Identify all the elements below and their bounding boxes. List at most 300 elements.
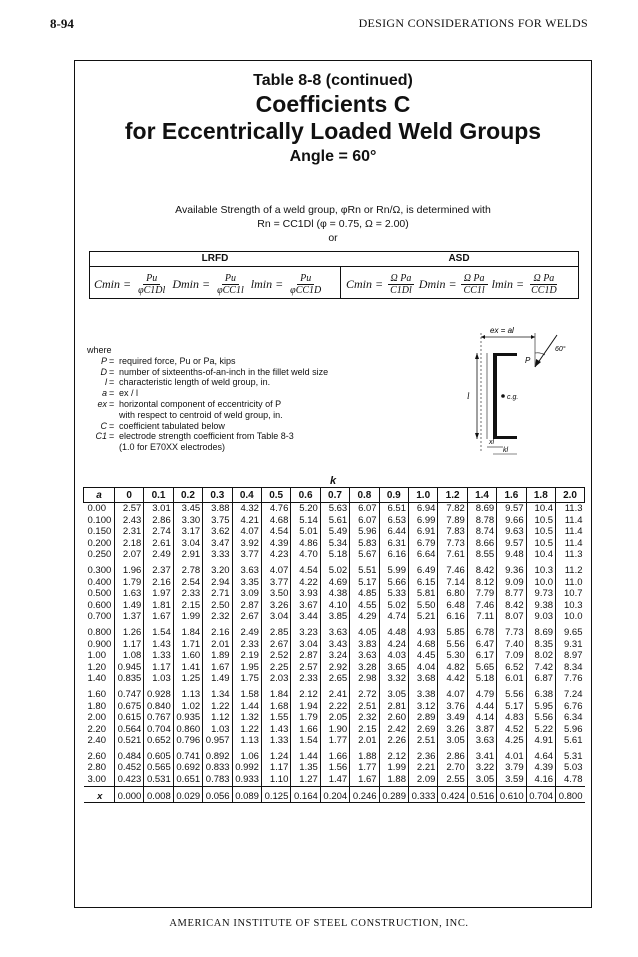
- table-row: [84, 503, 585, 515]
- definition-symbol: l: [105, 377, 107, 388]
- coefficient-cell: 0.928: [144, 685, 173, 701]
- table-row: [84, 712, 585, 724]
- coefficient-cell: 0.704: [144, 724, 173, 736]
- coefficient-cell: 11.2: [556, 561, 585, 577]
- coefficient-cell: 2.15: [350, 724, 379, 736]
- k-column-header: 1.8: [526, 488, 555, 503]
- coefficient-cell: 6.31: [379, 538, 408, 550]
- coefficient-cell: 8.42: [497, 600, 526, 612]
- coefficient-cell: 8.78: [467, 515, 496, 527]
- coefficient-cell: 3.45: [173, 503, 202, 515]
- coefficient-cell: 1.10: [261, 774, 290, 786]
- coefficient-cell: 6.01: [497, 673, 526, 685]
- coefficient-cell: 4.01: [497, 747, 526, 763]
- definition-equals: =: [109, 366, 115, 377]
- coefficient-cell: 2.55: [438, 774, 467, 786]
- coefficient-cell: 1.84: [261, 685, 290, 701]
- angle-figure-label: 60°: [555, 346, 566, 353]
- coefficient-cell: 4.04: [409, 662, 438, 674]
- coefficient-cell: 0.564: [114, 724, 143, 736]
- coefficient-cell: 0.860: [173, 724, 202, 736]
- coefficient-cell: 0.651: [173, 774, 202, 786]
- coefficient-cell: 0.835: [114, 673, 143, 685]
- coefficient-cell: 3.12: [409, 701, 438, 713]
- coefficient-cell: 1.03: [144, 673, 173, 685]
- coefficient-cell: 6.47: [467, 639, 496, 651]
- k-column-header: 0: [114, 488, 143, 503]
- table-row: [84, 673, 585, 685]
- definition-equals: [109, 442, 119, 453]
- coefficient-cell: 4.85: [350, 588, 379, 600]
- x-value-cell: 0.289: [379, 786, 408, 803]
- coefficient-cell: 7.14: [438, 577, 467, 589]
- x-value-cell: 0.204: [320, 786, 349, 803]
- coefficient-cell: 5.96: [556, 724, 585, 736]
- coefficient-cell: 5.61: [556, 735, 585, 747]
- coefficient-cell: 3.35: [232, 577, 261, 589]
- table-row: [84, 561, 585, 577]
- coefficient-cell: 10.5: [526, 515, 555, 527]
- asd-formula-numerator: Ω Pa: [461, 273, 488, 285]
- coefficient-cell: 0.767: [144, 712, 173, 724]
- lrfd-formula-numerator: Pu: [297, 273, 314, 285]
- coefficient-cell: 5.17: [350, 577, 379, 589]
- coefficient-cell: 4.83: [497, 712, 526, 724]
- coefficient-cell: 1.84: [173, 623, 202, 639]
- coefficient-cell: 7.76: [556, 673, 585, 685]
- coefficient-cell: 1.54: [291, 735, 320, 747]
- x-value-cell: 0.333: [409, 786, 438, 803]
- coefficient-cell: 9.48: [497, 549, 526, 561]
- table-row: [84, 611, 585, 623]
- coefficient-cell: 3.49: [438, 712, 467, 724]
- coefficient-cell: 11.3: [556, 503, 585, 515]
- formula-box: [89, 251, 579, 299]
- a-value-cell: 3.00: [87, 774, 106, 786]
- coefficient-cell: 9.57: [497, 503, 526, 515]
- asd-formula-fraction: [387, 273, 415, 296]
- coefficient-cell: 1.66: [320, 747, 349, 763]
- coefficient-cell: 1.81: [144, 600, 173, 612]
- coefficient-cell: 2.67: [232, 611, 261, 623]
- coefficient-cell: 1.67: [350, 774, 379, 786]
- coefficient-cell: 1.90: [320, 724, 349, 736]
- coefficient-cell: 2.12: [379, 747, 408, 763]
- coefficient-cell: 2.09: [409, 774, 438, 786]
- coefficient-cell: 2.15: [173, 600, 202, 612]
- coefficient-cell: 4.91: [526, 735, 555, 747]
- coefficient-cell: 1.99: [379, 762, 408, 774]
- coefficient-cell: 1.34: [203, 685, 232, 701]
- coefficient-cell: 6.44: [379, 526, 408, 538]
- coefficient-cell: 3.20: [203, 561, 232, 577]
- coefficient-cell: 6.17: [467, 650, 496, 662]
- coefficient-cell: 7.46: [438, 561, 467, 577]
- coefficient-cell: 7.09: [497, 650, 526, 662]
- coefficient-cell: 5.21: [409, 611, 438, 623]
- coefficient-cell: 2.16: [203, 623, 232, 639]
- a-value-cell: 1.00: [87, 650, 106, 662]
- coefficient-cell: 1.88: [379, 774, 408, 786]
- k-column-header: 1.6: [497, 488, 526, 503]
- coefficient-cell: 0.615: [114, 712, 143, 724]
- table-header-row: [84, 488, 585, 503]
- coefficient-cell: 5.34: [320, 538, 349, 550]
- table-row: [84, 747, 585, 763]
- coefficient-cell: 2.49: [144, 549, 173, 561]
- coefficient-cell: 8.69: [526, 623, 555, 639]
- coefficient-cell: 1.56: [320, 762, 349, 774]
- angle-label: Angle = 60°: [289, 148, 377, 165]
- coefficient-cell: 7.73: [438, 538, 467, 550]
- k-column-header: 0.4: [232, 488, 261, 503]
- definition-text: required force, Pu or Pa, kips: [119, 355, 236, 366]
- coefficient-cell: 5.18: [467, 673, 496, 685]
- coefficient-cell: 6.91: [409, 526, 438, 538]
- coefficient-cell: 2.72: [350, 685, 379, 701]
- footer: AMERICAN INSTITUTE OF STEEL CONSTRUCTION, INC.: [169, 918, 469, 929]
- coefficient-cell: 2.32: [203, 611, 232, 623]
- coefficient-cell: 3.50: [261, 588, 290, 600]
- coefficient-cell: 1.58: [232, 685, 261, 701]
- coefficient-cell: 1.22: [203, 701, 232, 713]
- coefficient-cell: 1.79: [291, 712, 320, 724]
- coefficient-cell: 3.85: [320, 611, 349, 623]
- coefficient-cell: 4.93: [409, 623, 438, 639]
- coefficient-cell: 3.63: [232, 561, 261, 577]
- definition-equals: =: [109, 398, 115, 409]
- coefficient-cell: 1.49: [114, 600, 143, 612]
- weld-top-flange-icon: [493, 353, 517, 356]
- coefficient-cell: 10.5: [526, 538, 555, 550]
- k-column-header: 1.0: [409, 488, 438, 503]
- coefficient-cell: 5.66: [379, 577, 408, 589]
- coefficient-cell: 0.892: [203, 747, 232, 763]
- coefficient-cell: 1.44: [232, 701, 261, 713]
- coefficient-cell: 3.77: [232, 549, 261, 561]
- a-value-cell: 2.40: [87, 735, 106, 747]
- where-label: where: [87, 345, 112, 355]
- table-row: [84, 774, 585, 786]
- coefficient-cell: 3.05: [467, 774, 496, 786]
- definition-text: coefficient tabulated below: [119, 420, 225, 431]
- coefficient-cell: 4.52: [497, 724, 526, 736]
- table-title: Coefficients C: [255, 91, 411, 117]
- x-value-cell: 0.424: [438, 786, 467, 803]
- a-value-cell: 0.500: [87, 588, 112, 600]
- definition-symbol: [87, 410, 109, 421]
- coefficient-cell: 2.33: [232, 639, 261, 651]
- definition-equals: =: [109, 420, 115, 431]
- coefficient-cell: 5.31: [556, 747, 585, 763]
- coefficient-cell: 6.49: [409, 561, 438, 577]
- coefficient-cell: 3.59: [497, 774, 526, 786]
- coefficient-cell: 11.0: [556, 577, 585, 589]
- coefficient-cell: 1.33: [144, 650, 173, 662]
- coefficient-cell: 5.50: [409, 600, 438, 612]
- coefficient-cell: 9.66: [497, 515, 526, 527]
- a-value-cell: 0.700: [87, 611, 112, 623]
- coefficient-cell: 1.17: [261, 762, 290, 774]
- coefficient-cell: 2.05: [320, 712, 349, 724]
- table-row: [84, 515, 585, 527]
- coefficient-cell: 5.02: [379, 600, 408, 612]
- x-value-cell: 0.516: [467, 786, 496, 803]
- table-subtitle: for Eccentrically Loaded Weld Groups: [124, 118, 542, 144]
- weld-group-figure: [395, 323, 575, 458]
- coefficient-cell: 4.21: [232, 515, 261, 527]
- coefficient-cell: 5.99: [379, 561, 408, 577]
- coefficient-cell: 4.68: [409, 639, 438, 651]
- coefficient-cell: 4.39: [261, 538, 290, 550]
- a-value-cell: 0.400: [87, 576, 112, 588]
- coefficient-cell: 4.16: [526, 774, 555, 786]
- coefficient-cell: 5.30: [438, 650, 467, 662]
- coefficient-cell: 2.86: [438, 747, 467, 763]
- coefficient-cell: 8.35: [526, 639, 555, 651]
- asd-formula-numerator: Ω Pa: [388, 273, 415, 285]
- coefficient-cell: 2.33: [291, 673, 320, 685]
- coefficient-cell: 3.79: [497, 762, 526, 774]
- coefficient-cell: 3.93: [291, 588, 320, 600]
- x-value-cell: 0.056: [203, 786, 232, 803]
- coefficient-cell: 4.07: [438, 685, 467, 701]
- coefficient-cell: 9.57: [497, 538, 526, 550]
- coefficient-cell: 1.47: [320, 774, 349, 786]
- coefficient-cell: 3.30: [173, 515, 202, 527]
- definition-text: ex / l: [119, 388, 139, 399]
- coefficient-cell: 7.83: [438, 526, 467, 538]
- definition-row: [87, 410, 407, 421]
- coefficient-cell: 3.87: [467, 724, 496, 736]
- coefficient-cell: 3.44: [291, 611, 320, 623]
- coefficient-cell: 3.33: [203, 549, 232, 561]
- definition-row: [87, 442, 407, 453]
- coefficient-cell: 7.73: [497, 623, 526, 639]
- definition-text: electrode strength coefficient from Table 8-3: [119, 431, 294, 442]
- table-row: [84, 685, 585, 701]
- coefficient-cell: 11.4: [556, 526, 585, 538]
- coefficient-cell: 7.79: [467, 588, 496, 600]
- available-strength-line2: Rn = CC1Dl (φ = 0.75, Ω = 2.00): [257, 218, 409, 230]
- coefficient-cell: 8.66: [467, 538, 496, 550]
- coefficient-cell: 2.71: [203, 588, 232, 600]
- coefficient-cell: 5.65: [467, 662, 496, 674]
- table-row: [84, 588, 585, 600]
- coefficient-cell: 3.67: [291, 600, 320, 612]
- coefficient-cell: 1.03: [203, 724, 232, 736]
- coefficient-cell: 7.82: [438, 503, 467, 515]
- coefficient-cell: 5.56: [526, 712, 555, 724]
- coefficient-cell: 6.38: [526, 685, 555, 701]
- coefficient-cell: 4.45: [409, 650, 438, 662]
- x-label-cell: x: [84, 786, 115, 803]
- coefficient-cell: 1.12: [203, 712, 232, 724]
- k-column-header: 0.1: [144, 488, 173, 503]
- coefficient-cell: 10.3: [556, 600, 585, 612]
- coefficient-cell: 9.38: [526, 600, 555, 612]
- coefficient-cell: 6.94: [409, 503, 438, 515]
- a-value-cell: 0.100: [87, 514, 112, 526]
- definition-row: [87, 431, 407, 442]
- coefficient-cell: 2.33: [173, 588, 202, 600]
- coefficient-cell: 2.69: [409, 724, 438, 736]
- coefficient-cell: 2.03: [261, 673, 290, 685]
- centroid-icon: [501, 394, 505, 398]
- coefficient-cell: 0.484: [114, 747, 143, 763]
- available-strength-line3: or: [328, 232, 338, 244]
- weld-vertical-icon: [493, 353, 497, 439]
- definition-symbol: ex: [97, 398, 107, 409]
- k-column-header: 2.0: [556, 488, 585, 503]
- x-value-cell: 0.800: [556, 786, 585, 803]
- x-value-cell: 0.610: [497, 786, 526, 803]
- coefficient-cell: 5.14: [291, 515, 320, 527]
- coefficient-cell: 4.68: [261, 515, 290, 527]
- coefficient-cell: 7.42: [526, 662, 555, 674]
- coefficient-cell: 4.39: [526, 762, 555, 774]
- coefficient-cell: 1.44: [291, 747, 320, 763]
- coefficient-cell: 1.54: [144, 623, 173, 639]
- a-value-cell: 0.150: [87, 526, 112, 538]
- definition-equals: [109, 410, 119, 421]
- coefficient-cell: 1.67: [144, 611, 173, 623]
- coefficient-cell: 3.63: [320, 623, 349, 639]
- lrfd-header: LRFD: [201, 253, 229, 264]
- a-value-cell: 0.250: [87, 549, 112, 561]
- coefficient-cell: 3.28: [350, 662, 379, 674]
- coefficient-cell: 4.54: [291, 561, 320, 577]
- coefficient-cell: 1.89: [203, 650, 232, 662]
- coefficient-cell: 4.07: [232, 526, 261, 538]
- coefficient-cell: 3.43: [320, 639, 349, 651]
- coefficient-cell: 1.49: [203, 673, 232, 685]
- coefficient-cell: 10.5: [526, 526, 555, 538]
- coefficient-cell: 2.07: [114, 549, 143, 561]
- asd-header: ASD: [448, 253, 470, 264]
- coefficient-cell: 3.76: [438, 701, 467, 713]
- coefficient-cell: 9.36: [497, 561, 526, 577]
- a-value-cell: 2.00: [87, 712, 106, 724]
- coefficient-cell: 3.04: [173, 538, 202, 550]
- lrfd-formula-fraction: [287, 273, 324, 296]
- coefficient-cell: 2.22: [320, 701, 349, 713]
- coefficient-cell: 2.57: [291, 662, 320, 674]
- coefficient-cell: 0.796: [173, 735, 202, 747]
- coefficient-cell: 8.69: [467, 503, 496, 515]
- coefficient-cell: 2.18: [114, 538, 143, 550]
- coefficient-cell: 8.42: [467, 561, 496, 577]
- coefficient-cell: 7.40: [497, 639, 526, 651]
- coefficient-cell: 2.65: [320, 673, 349, 685]
- coefficient-cell: 2.01: [203, 639, 232, 651]
- coefficient-cell: 6.52: [497, 662, 526, 674]
- lrfd-formula-denominator: φCC1l: [217, 284, 244, 296]
- coefficient-cell: 2.60: [379, 712, 408, 724]
- definition-row: [87, 421, 407, 432]
- coefficient-cell: 3.38: [409, 685, 438, 701]
- coefficient-cell: 7.46: [467, 600, 496, 612]
- definition-row: [87, 356, 407, 367]
- l-label: l: [467, 391, 470, 401]
- coefficient-cell: 4.23: [261, 549, 290, 561]
- definition-symbol: P: [100, 355, 107, 366]
- coefficient-cell: 6.99: [409, 515, 438, 527]
- asd-formula-fraction: [461, 273, 488, 296]
- coefficient-cell: 4.55: [350, 600, 379, 612]
- asd-formula-denominator: C1Dl: [390, 284, 412, 296]
- coefficient-cell: 5.51: [350, 561, 379, 577]
- x-value-cell: 0.029: [173, 786, 202, 803]
- coefficient-cell: 5.03: [556, 762, 585, 774]
- coefficient-cell: 2.92: [320, 662, 349, 674]
- coefficient-cell: 3.77: [261, 577, 290, 589]
- table-row: [84, 724, 585, 736]
- definition-symbol: [87, 442, 109, 453]
- lrfd-formula-fraction: [214, 273, 247, 296]
- coefficient-cell: 10.4: [526, 503, 555, 515]
- definition-text: horizontal component of eccentricity of P: [119, 398, 282, 409]
- coefficient-cell: 9.73: [526, 588, 555, 600]
- lrfd-formula-numerator: Pu: [143, 273, 160, 285]
- coefficient-cell: 3.17: [173, 526, 202, 538]
- definitions-list: [87, 345, 407, 453]
- coefficient-cell: 1.22: [232, 724, 261, 736]
- k-column-header: 0.8: [350, 488, 379, 503]
- coefficient-cell: 0.933: [232, 774, 261, 786]
- coefficient-cell: 9.09: [497, 577, 526, 589]
- coefficient-cell: 2.89: [409, 712, 438, 724]
- coefficient-cell: 3.88: [203, 503, 232, 515]
- coefficient-cell: 1.13: [173, 685, 202, 701]
- coefficient-cell: 0.675: [114, 701, 143, 713]
- coefficient-cell: 5.56: [497, 685, 526, 701]
- coefficient-cell: 5.02: [320, 561, 349, 577]
- kl-label: kl: [503, 447, 509, 454]
- coefficient-cell: 1.43: [261, 724, 290, 736]
- table-row: [84, 701, 585, 713]
- coefficient-cell: 5.49: [320, 526, 349, 538]
- coefficient-cell: 4.14: [467, 712, 496, 724]
- coefficient-cell: 1.24: [261, 747, 290, 763]
- coefficient-cell: 6.87: [526, 673, 555, 685]
- coefficient-cell: 1.63: [114, 588, 143, 600]
- coefficient-cell: 4.05: [350, 623, 379, 639]
- coefficient-cell: 2.74: [144, 526, 173, 538]
- coefficient-cell: 4.79: [467, 685, 496, 701]
- coefficient-cell: 1.95: [232, 662, 261, 674]
- coefficient-cell: 0.840: [144, 701, 173, 713]
- coefficient-cell: 2.49: [232, 623, 261, 639]
- coefficient-cell: 2.42: [379, 724, 408, 736]
- x-value-cell: 0.008: [144, 786, 173, 803]
- coefficient-cell: 0.747: [114, 685, 143, 701]
- coefficient-cell: 2.70: [438, 762, 467, 774]
- coefficient-cell: 10.3: [526, 561, 555, 577]
- coefficient-cell: 1.27: [291, 774, 320, 786]
- coefficient-cell: 2.91: [173, 549, 202, 561]
- coefficient-cell: 2.26: [379, 735, 408, 747]
- a-value-cell: 0.800: [87, 626, 112, 638]
- x-value-cell: 0.246: [350, 786, 379, 803]
- coefficient-cell: 1.06: [232, 747, 261, 763]
- coefficient-cell: 1.71: [173, 639, 202, 651]
- asd-formula-fraction: [528, 273, 560, 296]
- coefficient-cell: 2.50: [203, 600, 232, 612]
- definition-row: [87, 399, 407, 410]
- coefficient-cell: 2.12: [291, 685, 320, 701]
- coefficient-cell: 8.02: [526, 650, 555, 662]
